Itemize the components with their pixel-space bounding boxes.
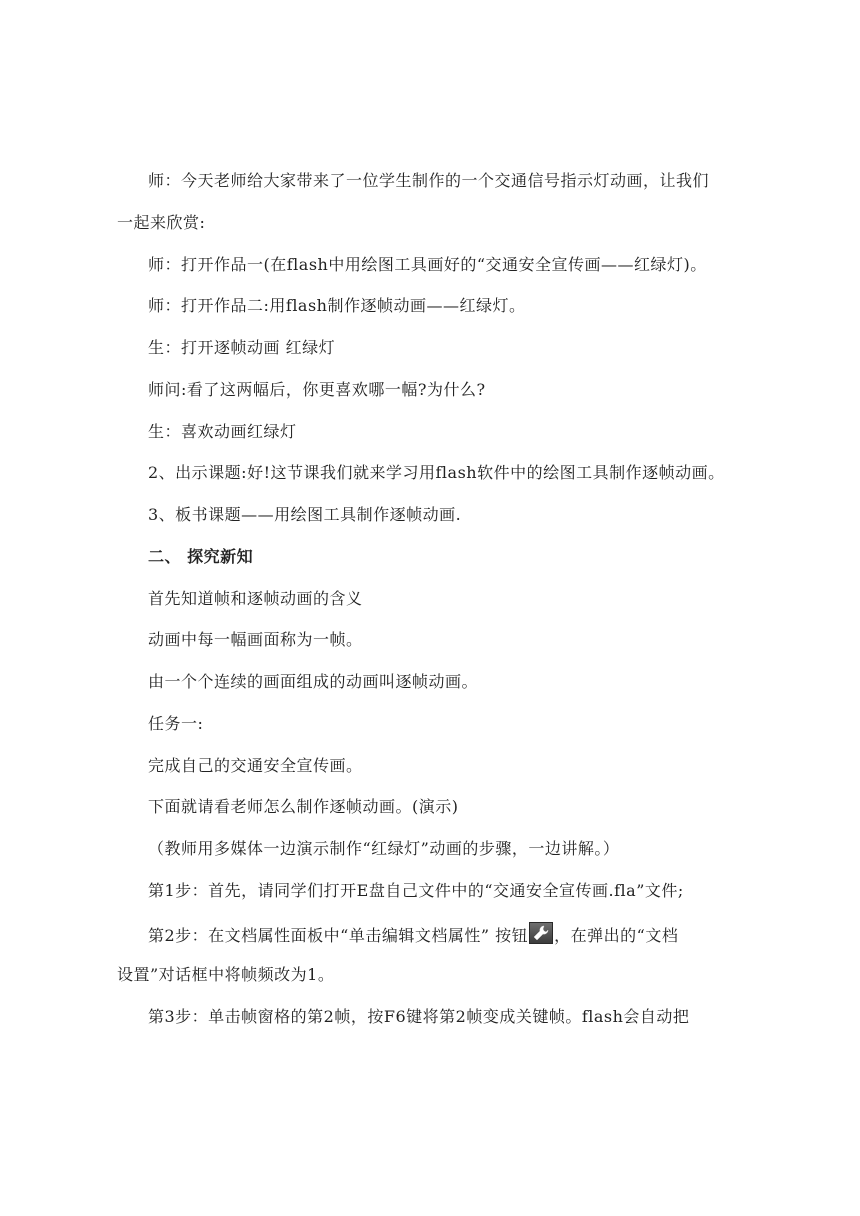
paragraph-line-with-icon bbox=[148, 922, 678, 947]
paragraph-line: 生：打开逐帧动画 红绿灯 bbox=[148, 338, 336, 357]
paragraph-line: 2、出示课题:好!这节课我们就来学习用flash软件中的绘图工具制作逐帧动画。 bbox=[148, 463, 725, 482]
section-heading: 二、 探究新知 bbox=[148, 547, 254, 566]
paragraph-line: （教师用多媒体一边演示制作“红绿灯”动画的步骤，一边讲解。） bbox=[148, 839, 620, 858]
paragraph-line: 师问:看了这两幅后，你更喜欢哪一幅?为什么? bbox=[148, 380, 486, 399]
paragraph-line: 下面就请看老师怎么制作逐帧动画。(演示) bbox=[148, 797, 459, 816]
step2-text-before: 第2步：在文档属性面板中“单击编辑文档属性” 按钮 bbox=[148, 926, 529, 945]
paragraph-line: 生：喜欢动画红绿灯 bbox=[148, 422, 297, 441]
paragraph-line: 完成自己的交通安全宣传画。 bbox=[148, 756, 363, 775]
paragraph-line: 第1步：首先，请同学们打开E盘自己文件中的“交通安全宣传画.fla”文件; bbox=[148, 881, 684, 900]
paragraph-line: 师：打开作品二:用flash制作逐帧动画——红绿灯。 bbox=[148, 296, 526, 315]
paragraph-line: 设置”对话框中将帧频改为1。 bbox=[117, 965, 335, 984]
paragraph-line: 师：打开作品一(在flash中用绘图工具画好的“交通安全宣传画——红绿灯)。 bbox=[148, 255, 707, 274]
step2-text-after: ，在弹出的“文档 bbox=[554, 926, 679, 945]
paragraph-line: 第3步：单击帧窗格的第2帧，按F6键将第2帧变成关键帧。flash会自动把 bbox=[148, 1007, 690, 1026]
paragraph-line: 任务一: bbox=[148, 714, 204, 733]
paragraph-line: 一起来欣赏: bbox=[117, 213, 206, 232]
paragraph-line: 师：今天老师给大家带来了一位学生制作的一个交通信号指示灯动画，让我们 bbox=[148, 171, 710, 190]
wrench-icon bbox=[529, 922, 553, 944]
paragraph-line: 由一个个连续的画面组成的动画叫逐帧动画。 bbox=[148, 672, 479, 691]
paragraph-line: 动画中每一幅画面称为一帧。 bbox=[148, 630, 363, 649]
paragraph-line: 3、板书课题——用绘图工具制作逐帧动画. bbox=[148, 505, 462, 524]
paragraph-line: 首先知道帧和逐帧动画的含义 bbox=[148, 589, 363, 608]
